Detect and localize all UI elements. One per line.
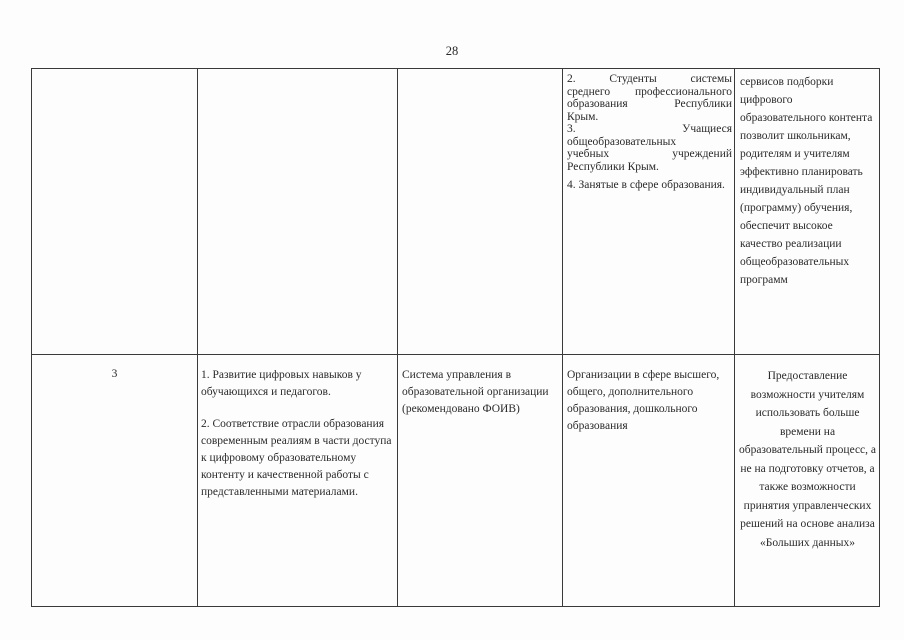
row2-system-cell xyxy=(402,367,560,418)
item2-line1: 2. Студенты системы xyxy=(567,73,732,85)
table-top-border xyxy=(31,68,879,69)
item3-line3: учебных учреждений xyxy=(567,148,732,160)
item2-line2: среднего профессионального xyxy=(567,85,732,98)
row2-organizations-text: Организации в сфере высшего, общего, дополнительного образования, дошкольного образования xyxy=(567,369,720,432)
table-row-divider xyxy=(31,354,879,355)
table-bottom-border xyxy=(31,606,879,607)
row2-effect-cell xyxy=(738,367,877,552)
item3-line2: общеобразовательных xyxy=(567,135,677,148)
table-left-border xyxy=(31,68,32,607)
item3-line4: Республики Крым. xyxy=(567,160,659,173)
page-number: 28 xyxy=(445,44,459,58)
item2-line4: Крым. xyxy=(567,110,599,123)
row2-goal-2: 2. Соответствие отрасли образования современным реалиям в части доступа к цифровому образовательному контенту и качественной работы с представленными материалами. xyxy=(201,418,392,498)
row2-system-text: Система управления в образовательной организации (рекомендовано ФОИВ) xyxy=(402,369,549,415)
row1-effect-text: сервисов подборки цифрового образовательного контента позволит школьникам, родителям и учителям эффективно планировать индивидуальный план (программу) обучения, обеспечит высокое качество реализации общеобразовательных программ xyxy=(740,76,873,286)
table-col-divider-2 xyxy=(397,68,398,607)
row2-goals-cell xyxy=(201,367,395,501)
row2-number-cell xyxy=(32,367,197,383)
table-col-divider-3 xyxy=(562,68,563,607)
item2-line3: образования Республики xyxy=(567,98,732,110)
table-col-divider-1 xyxy=(197,68,198,607)
row1-target-groups-cell xyxy=(567,73,732,193)
row2-goal-1: 1. Развитие цифровых навыков у обучающихся и педагогов. xyxy=(201,369,362,398)
item3-line1: 3. Учащиеся xyxy=(567,123,732,135)
row2-organizations-cell xyxy=(567,367,732,435)
item4: 4. Занятые в сфере образования. xyxy=(567,179,725,191)
row2-number: 3 xyxy=(111,368,118,380)
table-right-border xyxy=(879,68,880,607)
row1-effect-cell xyxy=(740,73,878,289)
row2-effect-text: Предоставление возможности учителям использовать больше времени на образовательный процесс, а не на подготовку отчетов, а также возможности принятия управленческих решений на основе анализа «Больших данных» xyxy=(738,370,877,549)
table-col-divider-4 xyxy=(734,68,735,607)
